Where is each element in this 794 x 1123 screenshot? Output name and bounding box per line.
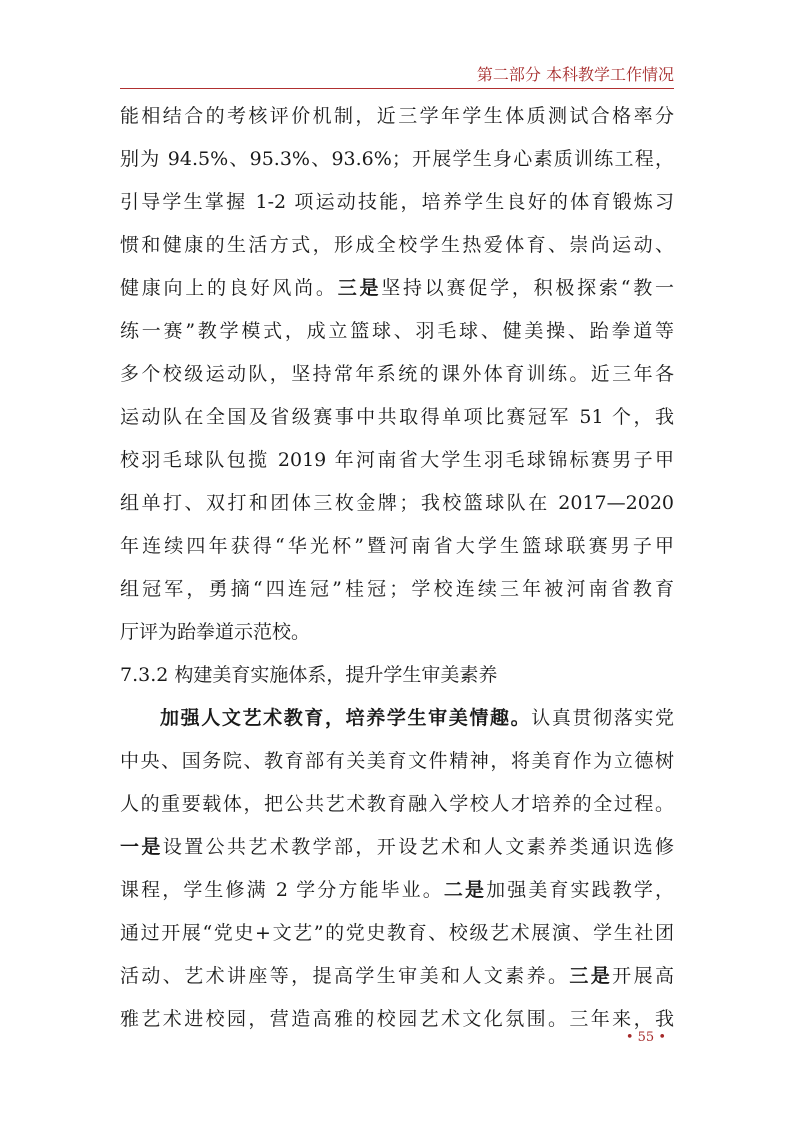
- text-run: 活动、艺术讲座等，提高学生审美和人文素养。: [120, 965, 570, 987]
- body-line: [120, 270, 674, 306]
- bold-marker: 三是: [337, 277, 382, 299]
- text-run: 开展高: [612, 965, 674, 987]
- body-line: [120, 958, 674, 994]
- text-run: 健康向上的良好风尚。: [120, 277, 338, 299]
- body-line: 人的重要载体，把公共艺术教育融入学校人才培养的全过程。: [120, 793, 674, 815]
- body-line: 雅艺术进校园，营造高雅的校园艺术文化氛围。三年来，我: [120, 1008, 674, 1030]
- body-line: 惯和健康的生活方式，形成全校学生热爱体育、崇尚运动、: [120, 234, 674, 256]
- body-line: 校羽毛球队包揽 2019 年河南省大学生羽毛球锦标赛男子甲: [120, 449, 674, 471]
- body-line: 中央、国务院、教育部有关美育文件精神，将美育作为立德树: [120, 750, 674, 772]
- body-line: 练一赛”教学模式，成立篮球、羽毛球、健美操、跆拳道等: [120, 320, 674, 342]
- body-line: 能相结合的考核评价机制，近三学年学生体质测试合格率分: [120, 105, 674, 127]
- text-run: 设置公共艺术教学部，开设艺术和人文素养类通识选修: [162, 836, 674, 858]
- body-line: 厅评为跆拳道示范校。: [120, 621, 311, 643]
- text-run: 认真贯彻落实党: [531, 707, 674, 729]
- section-heading: 7.3.2 构建美育实施体系，提升学生审美素养: [120, 664, 498, 686]
- body-line: 运动队在全国及省级赛事中共取得单项比赛冠军 51 个，我: [120, 406, 674, 428]
- body-line: 组单打、双打和团体三枚金牌；我校篮球队在 2017—2020: [120, 492, 674, 514]
- body-line: [120, 700, 674, 736]
- bold-marker: 二是: [443, 879, 487, 901]
- header-rule: [120, 88, 674, 89]
- page-number: • 55 •: [625, 1030, 666, 1045]
- bold-marker: 三是: [569, 965, 613, 987]
- body-line: [120, 829, 674, 865]
- body-line: [120, 872, 674, 908]
- body-line: 通过开展“党史+文艺”的党史教育、校级艺术展演、学生社团: [120, 922, 674, 944]
- bold-lead: 加强人文艺术教育，培养学生审美情趣。: [160, 707, 532, 729]
- text-run: 课程，学生修满 2 学分方能毕业。: [120, 879, 444, 901]
- body-line: 多个校级运动队，坚持常年系统的课外体育训练。近三年各: [120, 363, 674, 385]
- running-header: 第二部分 本科教学工作情况: [476, 65, 674, 84]
- body-line: 组冠军，勇摘“四连冠”桂冠；学校连续三年被河南省教育: [120, 578, 674, 600]
- text-run: 加强美育实践教学，: [486, 879, 674, 901]
- body-line: 年连续四年获得“华光杯”暨河南省大学生篮球联赛男子甲: [120, 535, 674, 557]
- body-line: 别为 94.5%、95.3%、93.6%；开展学生身心素质训练工程，: [120, 148, 674, 170]
- bold-marker: 一是: [120, 836, 163, 858]
- body-line: 引导学生掌握 1-2 项运动技能，培养学生良好的体育锻炼习: [120, 191, 674, 213]
- text-run: 坚持以赛促学，积极探索“教一: [381, 277, 674, 299]
